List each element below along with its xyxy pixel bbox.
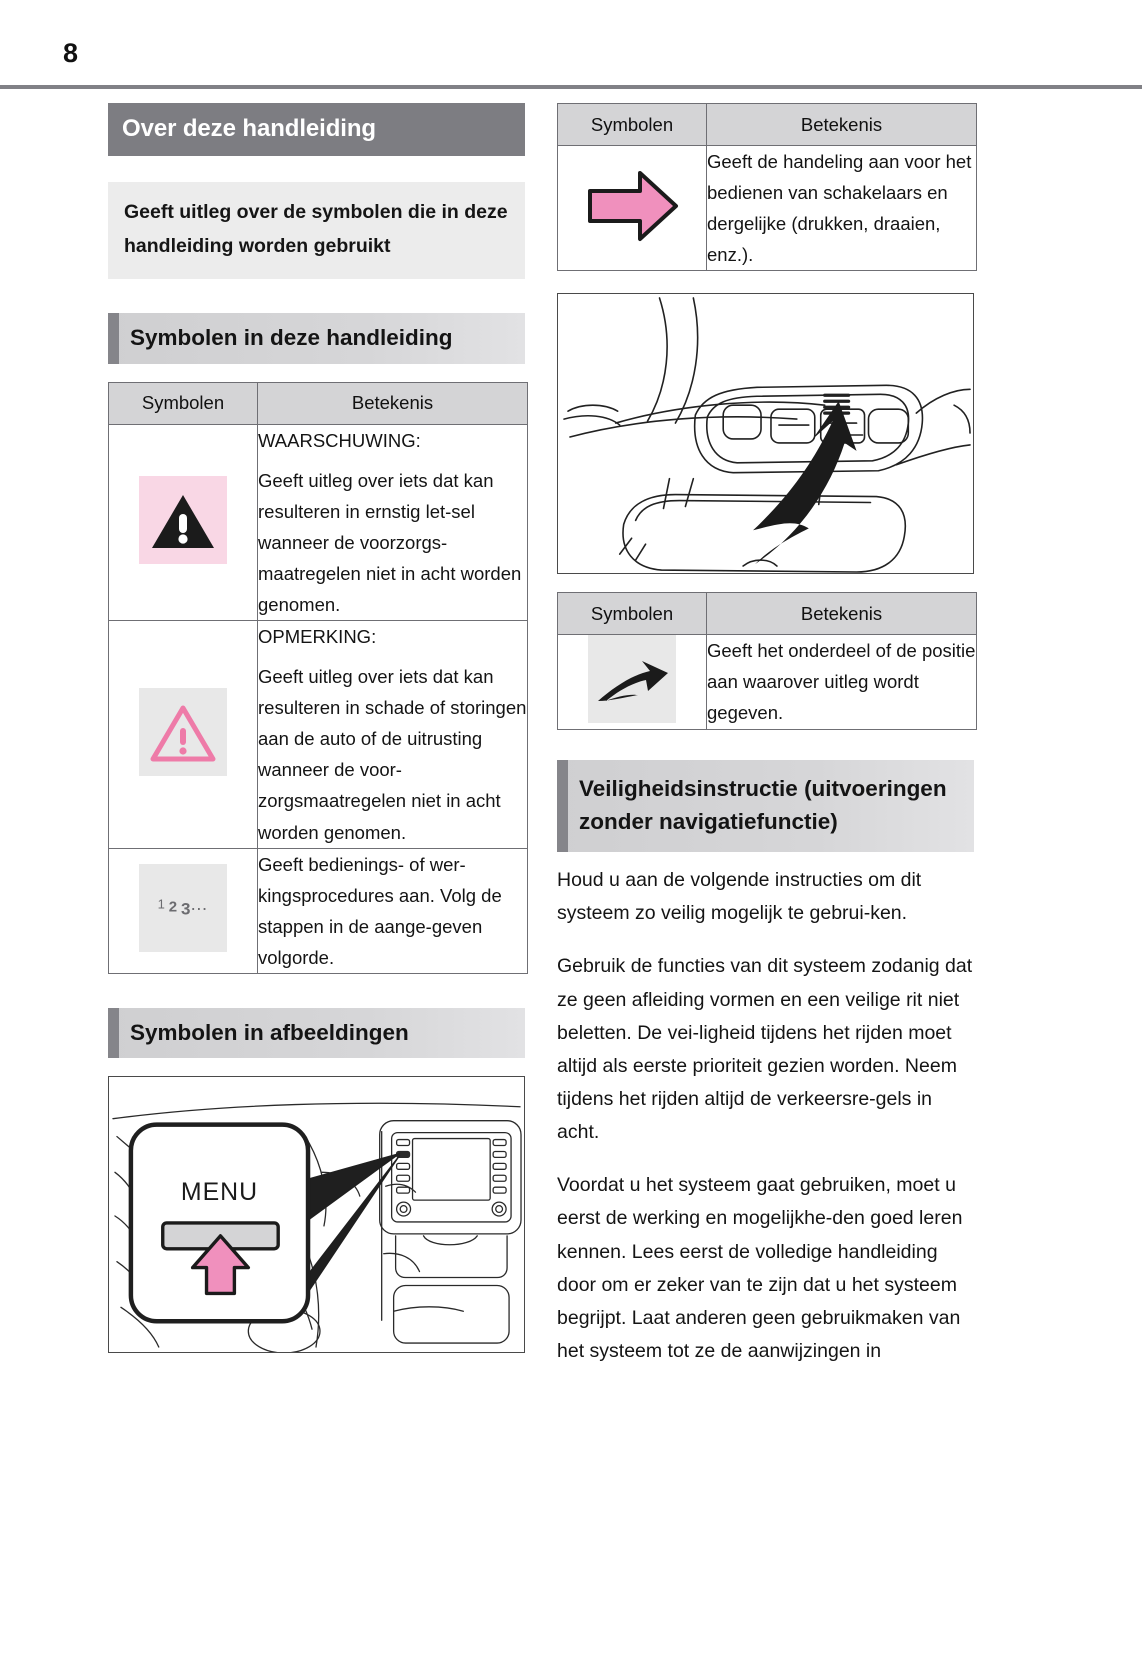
table-row [558, 635, 977, 729]
steps-sequence-label: 1 2 3⋯ [157, 896, 209, 919]
safety-body-text [557, 864, 974, 1368]
symbol-cell [109, 621, 258, 849]
column-header-meaning: Betekenis [707, 104, 977, 146]
symbols-table-position [557, 592, 977, 729]
table-header-row [109, 382, 528, 424]
svg-text:MENU: MENU [180, 1179, 259, 1207]
overhead-console-switch-illustration [557, 293, 974, 574]
meaning-cell [258, 848, 528, 973]
table-row [109, 621, 528, 849]
meaning-cell [707, 635, 977, 729]
meaning-cell [258, 424, 528, 620]
symbol-cell [558, 635, 707, 729]
row-title: WAARSCHUWING: [258, 429, 421, 451]
row-text: Geeft uitleg over iets dat kan resulteren in schade of storingen aan de auto of de uitrusting wanneer de voor-zorgsmaatregelen niet in acht worden genomen. [258, 666, 527, 843]
column-header-symbols: Symbolen [109, 382, 258, 424]
column-header-meaning: Betekenis [258, 382, 528, 424]
paragraph: Houd u aan de volgende instructies om dit systeem zo veilig mogelijk te gebrui-ken. [557, 869, 922, 925]
page-number: 8 [63, 38, 79, 68]
column-header-symbols: Symbolen [558, 593, 707, 635]
row-text: Geeft bedienings- of wer-kingsprocedures aan. Volg de stappen in de aange-geven volgorde. [258, 853, 502, 968]
table-header-row [558, 104, 977, 146]
symbols-table-operation [557, 103, 977, 271]
steps-sequence-icon [139, 864, 227, 952]
row-text: Geeft uitleg over iets dat kan resulteren in ernstig let-sel wanneer de voorzorgs-maatregelen niet in acht worden genomen. [258, 469, 522, 616]
subsection-symbols-in-illustrations: Symbolen in afbeeldingen [108, 1008, 525, 1058]
warning-triangle-filled-icon [139, 476, 227, 564]
table-header-row [558, 593, 977, 635]
header-rule [0, 85, 1142, 89]
meaning-cell [707, 146, 977, 271]
symbol-cell [109, 424, 258, 620]
symbol-cell [109, 848, 258, 973]
symbols-table-manual [108, 382, 528, 974]
table-row [558, 146, 977, 271]
column-header-symbols: Symbolen [558, 104, 707, 146]
steering-wheel-menu-switch-illustration [108, 1076, 525, 1353]
column-header-meaning: Betekenis [707, 593, 977, 635]
row-text: Geeft de handeling aan voor het bedienen van schakelaars en dergelijke (drukken, draaien, enz.). [707, 151, 972, 266]
intro-box: Geeft uitleg over de symbolen die in deze handleiding worden gebruikt [108, 182, 525, 279]
meaning-cell [258, 621, 528, 849]
symbol-cell [558, 146, 707, 271]
section-title: Over deze handleiding [108, 103, 525, 156]
row-text: Geeft het onderdeel of de positie aan waarover uitleg wordt gegeven. [707, 640, 976, 724]
curved-pointer-arrow-icon [588, 635, 676, 723]
right-column [557, 103, 974, 1368]
paragraph: Gebruik de functies van dit systeem zodanig dat ze geen afleiding vormen en een veilige rit niet beletten. De vei-ligheid tijdens het rijden moet altijd als eerste prioriteit gezien worden. Neem tijdens het rijden altijd de verkeersre-gels in acht. [557, 955, 973, 1144]
pink-block-arrow-icon [578, 163, 686, 249]
subsection-symbols-in-manual: Symbolen in deze handleiding [108, 313, 525, 363]
table-row [109, 848, 528, 973]
row-title: OPMERKING: [258, 626, 377, 648]
subsection-safety-instruction: Veiligheidsinstructie (uitvoeringen zonder navigatiefunctie) [557, 760, 974, 853]
paragraph: Voordat u het systeem gaat gebruiken, moet u eerst de werking en mogelijkhe-den goed leren kennen. Lees eerst de volledige handleiding door om er zeker van te zijn dat u het systeem begrijpt. Laat anderen geen gebruikmaken van het systeem tot ze de aanwijzingen in [557, 1174, 963, 1362]
left-column [108, 103, 525, 1353]
notice-triangle-outline-icon [139, 688, 227, 776]
table-row [109, 424, 528, 620]
